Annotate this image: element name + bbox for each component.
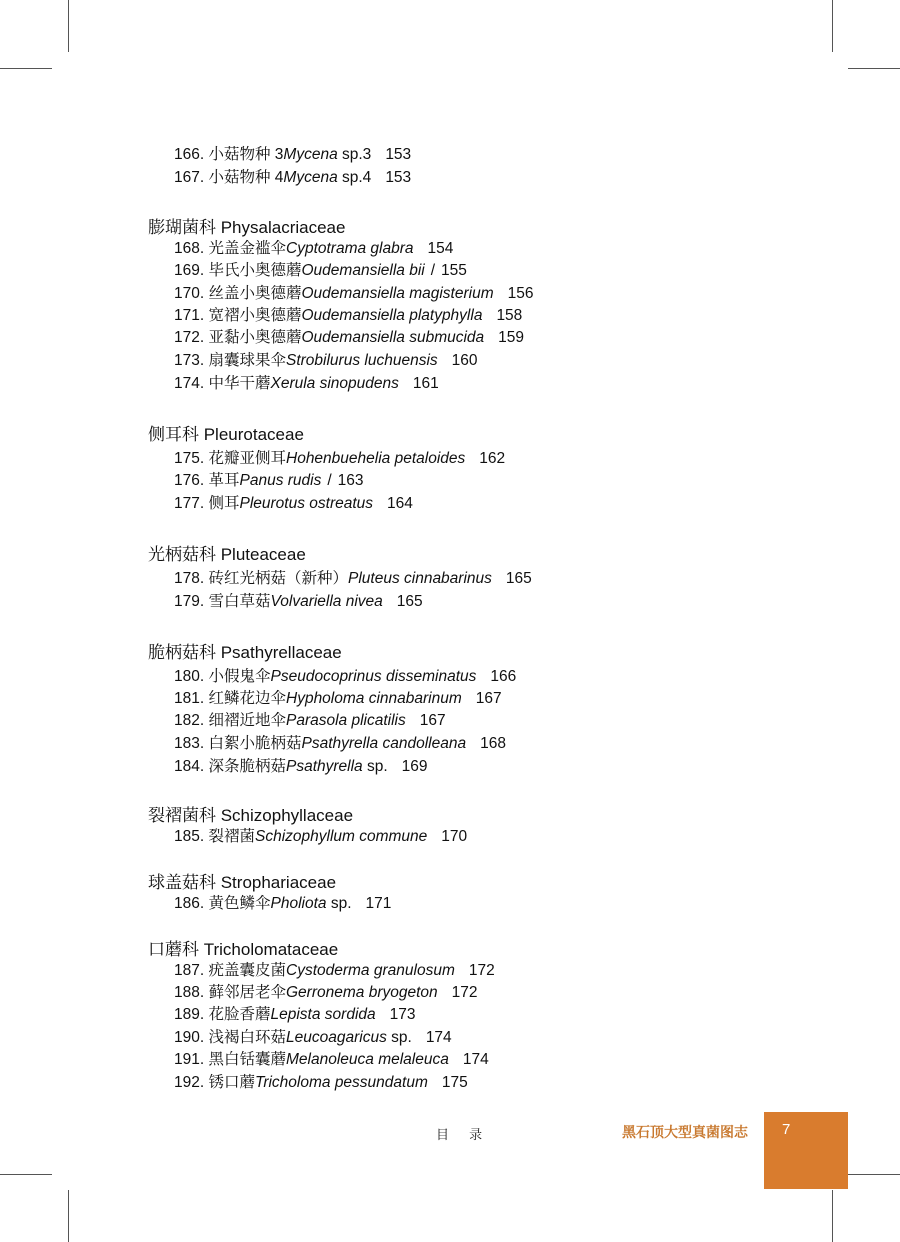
- page-reference: 175: [441, 1074, 468, 1091]
- species-suffix: sp.4: [337, 169, 372, 186]
- toc-entry[interactable]: [174, 1051, 489, 1069]
- family-heading: 膨瑚菌科 Physalacriaceae: [148, 218, 346, 237]
- toc-entry[interactable]: [174, 984, 478, 1002]
- chinese-name: 花瓣亚侧耳: [208, 450, 286, 467]
- chinese-name: 侧耳: [208, 495, 240, 512]
- entry-number: 166.: [174, 146, 205, 163]
- chinese-name: 细褶近地伞: [208, 712, 286, 729]
- toc-entry[interactable]: [174, 240, 453, 258]
- page-separator: /: [327, 472, 332, 489]
- toc-entry[interactable]: [174, 450, 505, 468]
- entry-number: 184.: [174, 758, 205, 775]
- toc-entry[interactable]: [174, 712, 446, 730]
- entry-number: 179.: [174, 593, 205, 610]
- page-reference: 155: [441, 262, 467, 279]
- toc-entry[interactable]: [174, 735, 506, 753]
- chinese-name: 藓邻居老伞: [208, 984, 286, 1001]
- scientific-name: Oudemansiella bii: [301, 262, 425, 279]
- chinese-name: 宽褶小奥德蘑: [208, 307, 302, 324]
- scientific-name: Leucoagaricus: [286, 1029, 387, 1046]
- entry-number: 167.: [174, 169, 205, 186]
- chinese-name: 黑白铦囊蘑: [208, 1051, 286, 1068]
- page-reference: 165: [505, 570, 532, 587]
- toc-entry[interactable]: [174, 472, 364, 490]
- toc-entry[interactable]: [174, 593, 423, 611]
- page-reference: 163: [337, 472, 364, 489]
- chinese-name: 小假鬼伞: [208, 668, 271, 685]
- entry-number: 182.: [174, 712, 205, 729]
- page-reference: 160: [451, 352, 478, 369]
- toc-entry[interactable]: [174, 352, 478, 370]
- entry-number: 188.: [174, 984, 205, 1001]
- page-reference: 154: [427, 240, 454, 257]
- family-heading: 侧耳科 Pleurotaceae: [148, 425, 304, 444]
- page-reference: 158: [496, 307, 523, 324]
- chinese-name: 黄色鳞伞: [208, 895, 271, 912]
- page-reference: 171: [365, 895, 392, 912]
- scientific-name: Tricholoma pessundatum: [255, 1074, 428, 1091]
- page-reference: 169: [401, 758, 428, 775]
- scientific-name: Strobilurus luchuensis: [286, 352, 438, 369]
- chinese-name: 扇囊球果伞: [208, 352, 286, 369]
- scientific-name: Mycena: [283, 169, 338, 186]
- species-suffix: sp.: [362, 758, 388, 775]
- toc-entry[interactable]: [174, 495, 413, 513]
- toc-entry[interactable]: [174, 895, 391, 913]
- page-number: 7: [782, 1121, 791, 1138]
- page-reference: 159: [498, 329, 525, 346]
- scientific-name: Volvariella nivea: [270, 593, 383, 610]
- entry-number: 186.: [174, 895, 205, 912]
- chinese-name: 裂褶菌: [208, 828, 255, 845]
- species-suffix: sp.3: [337, 146, 372, 163]
- toc-entry[interactable]: [174, 1006, 416, 1024]
- scientific-name: Pholiota: [270, 895, 327, 912]
- chinese-name: 锈口蘑: [208, 1074, 255, 1091]
- page-reference: 153: [385, 146, 412, 163]
- entry-number: 180.: [174, 668, 205, 685]
- toc-entry[interactable]: [174, 329, 524, 347]
- entry-number: 192.: [174, 1074, 205, 1091]
- page-reference: 162: [479, 450, 506, 467]
- book-title: 黑石顶大型真菌图志: [622, 1125, 748, 1141]
- entry-number: 169.: [174, 262, 205, 279]
- page-reference: 168: [480, 735, 506, 752]
- page-reference: 174: [462, 1051, 489, 1068]
- scientific-name: Gerronema bryogeton: [286, 984, 438, 1001]
- toc-entry[interactable]: [174, 758, 428, 776]
- toc-entry[interactable]: [174, 962, 495, 980]
- species-suffix: sp.: [386, 1029, 412, 1046]
- scientific-name: Cystoderma granulosum: [286, 962, 455, 979]
- scientific-name: Parasola plicatilis: [286, 712, 406, 729]
- scientific-name: Panus rudis: [239, 472, 322, 489]
- scientific-name: Psathyrella candolleana: [301, 735, 467, 752]
- scientific-name: Hypholoma cinnabarinum: [286, 690, 462, 707]
- chinese-name: 亚黏小奥德蘑: [208, 329, 302, 346]
- page-reference: 153: [385, 169, 412, 186]
- chinese-name: 雪白草菇: [208, 593, 271, 610]
- entry-number: 171.: [174, 307, 205, 324]
- entry-number: 176.: [174, 472, 205, 489]
- toc-entry[interactable]: [174, 307, 522, 325]
- page-reference: 166: [490, 668, 517, 685]
- page-reference: 164: [387, 495, 413, 512]
- family-heading: 脆柄菇科 Psathyrellaceae: [148, 643, 342, 662]
- family-heading: 光柄菇科 Pluteaceae: [148, 545, 306, 564]
- chinese-name: 砖红光柄菇（新种）: [208, 570, 348, 587]
- toc-entry[interactable]: [174, 169, 411, 187]
- scientific-name: Hohenbuehelia petaloides: [286, 450, 466, 467]
- page-separator: /: [430, 262, 436, 279]
- chinese-name: 光盖金褴伞: [208, 240, 286, 257]
- chinese-name: 疣盖囊皮菌: [208, 962, 286, 979]
- chinese-name: 浅褐白环菇: [208, 1029, 286, 1046]
- section-title: 目 录: [436, 1128, 491, 1143]
- family-heading: 裂褶菌科 Schizophyllaceae: [148, 806, 354, 825]
- entry-number: 172.: [174, 329, 205, 346]
- page-reference: 167: [475, 690, 502, 707]
- chinese-name: 中华干蘑: [208, 375, 271, 392]
- scientific-name: Melanoleuca melaleuca: [286, 1051, 449, 1068]
- chinese-name: 红鳞花边伞: [208, 690, 286, 707]
- chinese-name: 革耳: [208, 472, 240, 489]
- toc-entry[interactable]: [174, 146, 411, 164]
- entry-number: 170.: [174, 285, 205, 302]
- chinese-name: 花脸香蘑: [208, 1006, 271, 1023]
- chinese-name: 小菇物种 4: [208, 169, 284, 186]
- page-reference: 173: [389, 1006, 416, 1023]
- entry-number: 181.: [174, 690, 205, 707]
- scientific-name: Oudemansiella submucida: [301, 329, 485, 346]
- entry-number: 187.: [174, 962, 205, 979]
- chinese-name: 小菇物种 3: [208, 146, 284, 163]
- toc-entry[interactable]: [174, 668, 516, 686]
- entry-number: 168.: [174, 240, 205, 257]
- page-reference: 167: [419, 712, 446, 729]
- scientific-name: Pluteus cinnabarinus: [348, 570, 492, 587]
- chinese-name: 白絮小脆柄菇: [208, 735, 302, 752]
- entry-number: 173.: [174, 352, 205, 369]
- family-heading: 口蘑科 Tricholomataceae: [148, 940, 339, 959]
- entry-number: 190.: [174, 1029, 205, 1046]
- scientific-name: Cyptotrama glabra: [286, 240, 414, 257]
- toc-entry[interactable]: [174, 1029, 452, 1047]
- entry-number: 174.: [174, 375, 205, 392]
- page-reference: 172: [468, 962, 495, 979]
- species-suffix: sp.: [326, 895, 352, 912]
- chinese-name: 深条脆柄菇: [208, 758, 286, 775]
- page-reference: 170: [441, 828, 468, 845]
- entry-number: 175.: [174, 450, 205, 467]
- toc-entry[interactable]: [174, 1074, 468, 1092]
- entry-number: 178.: [174, 570, 205, 587]
- entry-number: 189.: [174, 1006, 205, 1023]
- scientific-name: Schizophyllum commune: [255, 828, 428, 845]
- page-number-tab: [764, 1112, 848, 1189]
- toc-entry[interactable]: [174, 828, 467, 846]
- toc-entry[interactable]: [174, 690, 502, 708]
- page-reference: 161: [412, 375, 439, 392]
- page-reference: 172: [451, 984, 478, 1001]
- scientific-name: Mycena: [283, 146, 338, 163]
- scientific-name: Lepista sordida: [270, 1006, 376, 1023]
- page-reference: 174: [425, 1029, 452, 1046]
- page-reference: 156: [507, 285, 534, 302]
- toc-entry[interactable]: [174, 570, 532, 588]
- scientific-name: Pleurotus ostreatus: [239, 495, 374, 512]
- chinese-name: 丝盖小奥德蘑: [208, 285, 302, 302]
- scientific-name: Oudemansiella magisterium: [301, 285, 494, 302]
- page-reference: 165: [396, 593, 423, 610]
- scientific-name: Xerula sinopudens: [270, 375, 399, 392]
- scientific-name: Psathyrella: [286, 758, 363, 775]
- scientific-name: Pseudocoprinus disseminatus: [270, 668, 477, 685]
- entry-number: 191.: [174, 1051, 205, 1068]
- entry-number: 177.: [174, 495, 205, 512]
- entry-number: 185.: [174, 828, 205, 845]
- chinese-name: 毕氏小奥德蘑: [208, 262, 302, 279]
- scientific-name: Oudemansiella platyphylla: [301, 307, 483, 324]
- toc-entry[interactable]: [174, 262, 467, 280]
- entry-number: 183.: [174, 735, 205, 752]
- family-heading: 球盖菇科 Strophariaceae: [148, 873, 337, 892]
- toc-entry[interactable]: [174, 285, 533, 303]
- toc-entry[interactable]: [174, 375, 439, 393]
